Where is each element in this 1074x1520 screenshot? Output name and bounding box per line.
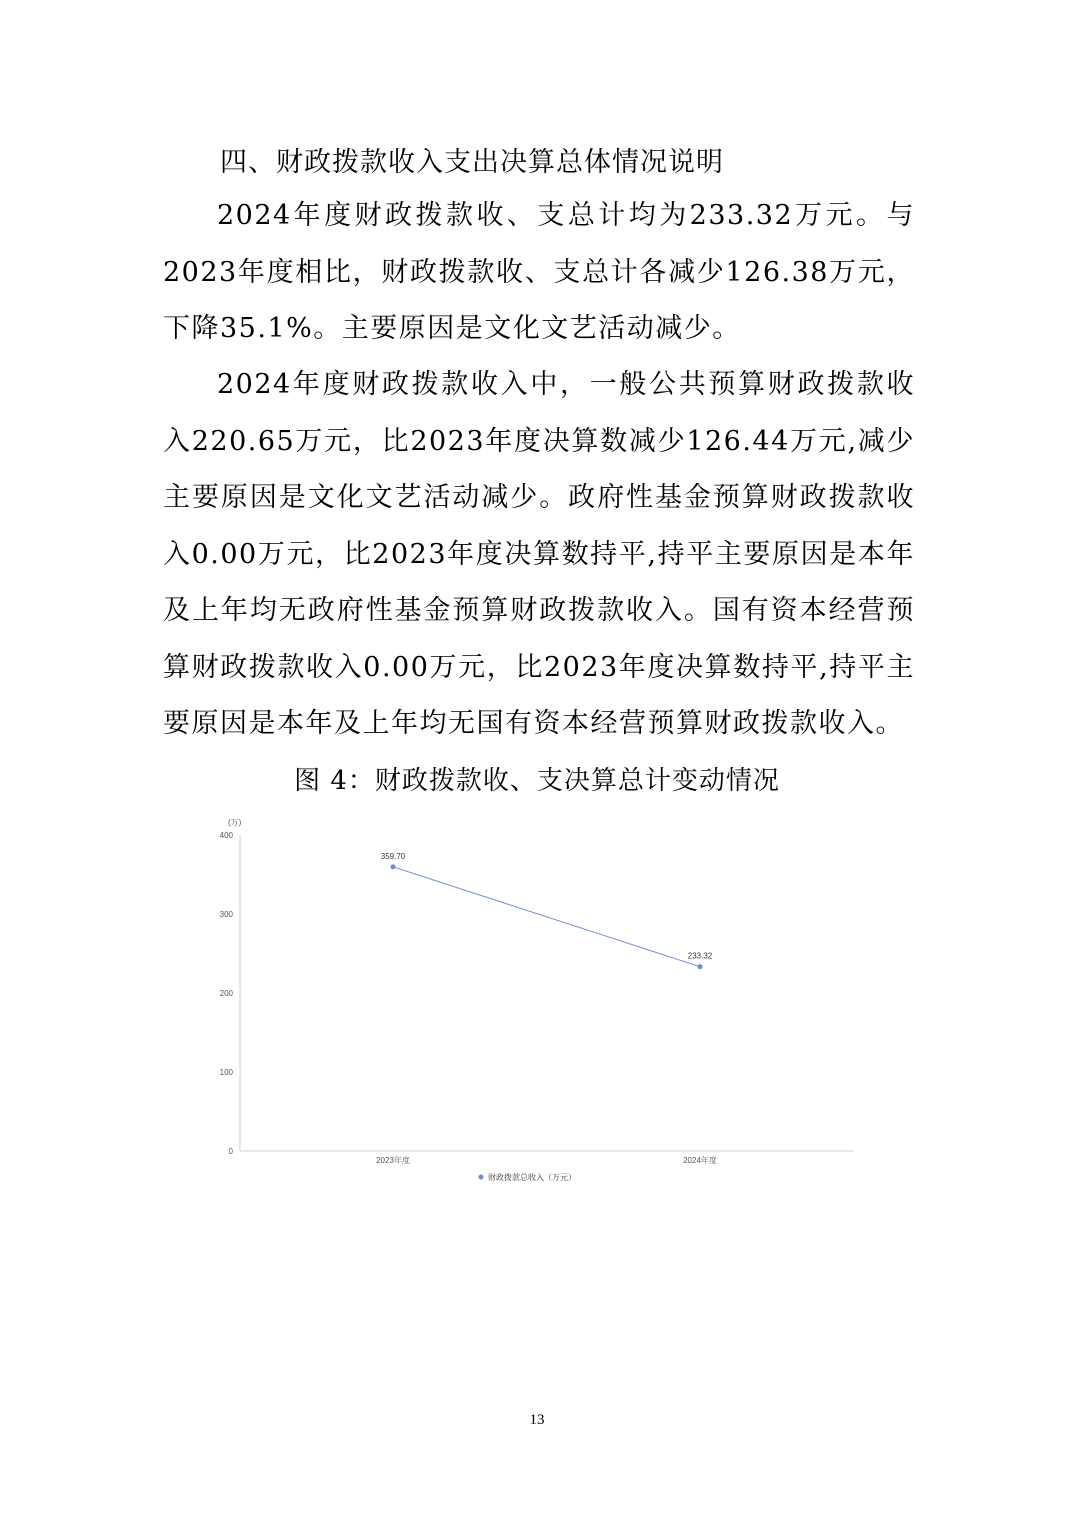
legend-marker — [479, 1175, 484, 1180]
paragraph-total-summary: 2024年度财政拨款收、支总计均为233.32万元。与2023年度相比，财政拨款收、支总计各减少126.38万元，下降35.1%。主要原因是文化文艺活动减少。 — [163, 200, 915, 344]
y-tick-label: 200 — [219, 989, 233, 998]
y-tick-label: 300 — [219, 910, 233, 919]
data-label: 233.32 — [687, 951, 713, 961]
legend-label: 财政拨款总收入（万元） — [488, 1173, 576, 1182]
x-tick-label: 2024年度 — [683, 1156, 717, 1165]
x-tick-label: 2023年度 — [376, 1156, 410, 1165]
series-line — [393, 867, 700, 967]
data-point — [698, 964, 703, 969]
data-point — [391, 864, 396, 869]
paragraph-income-breakdown: 2024年度财政拨款收入中，一般公共预算财政拨款收入220.65万元，比2023年度决算数减少126.44万元,减少主要原因是文化文艺活动减少。政府性基金预算财政拨款收入0.00万元，比2023年度决算数持平,持平主要原因是本年及上年均无政府性基金预算财政拨款收入。国有资本经营预算财政拨款收入0.00万元，比2023年度决算数持平,持平主要原因是本年及上年均无国有资本经营预算财政拨款收入。 — [163, 369, 915, 739]
y-tick-label: 100 — [219, 1068, 233, 1077]
data-label: 359.70 — [380, 851, 406, 861]
section-heading: 四、财政拨款收入支出决算总体情况说明 — [220, 147, 724, 178]
y-axis-unit-label: (万) — [228, 818, 242, 827]
figure-caption: 图 4：财政拨款收、支决算总计变动情况 — [294, 766, 780, 796]
y-tick-label: 400 — [219, 831, 233, 840]
page-number: 13 — [529, 1412, 545, 1428]
y-tick-label: 0 — [228, 1147, 233, 1156]
